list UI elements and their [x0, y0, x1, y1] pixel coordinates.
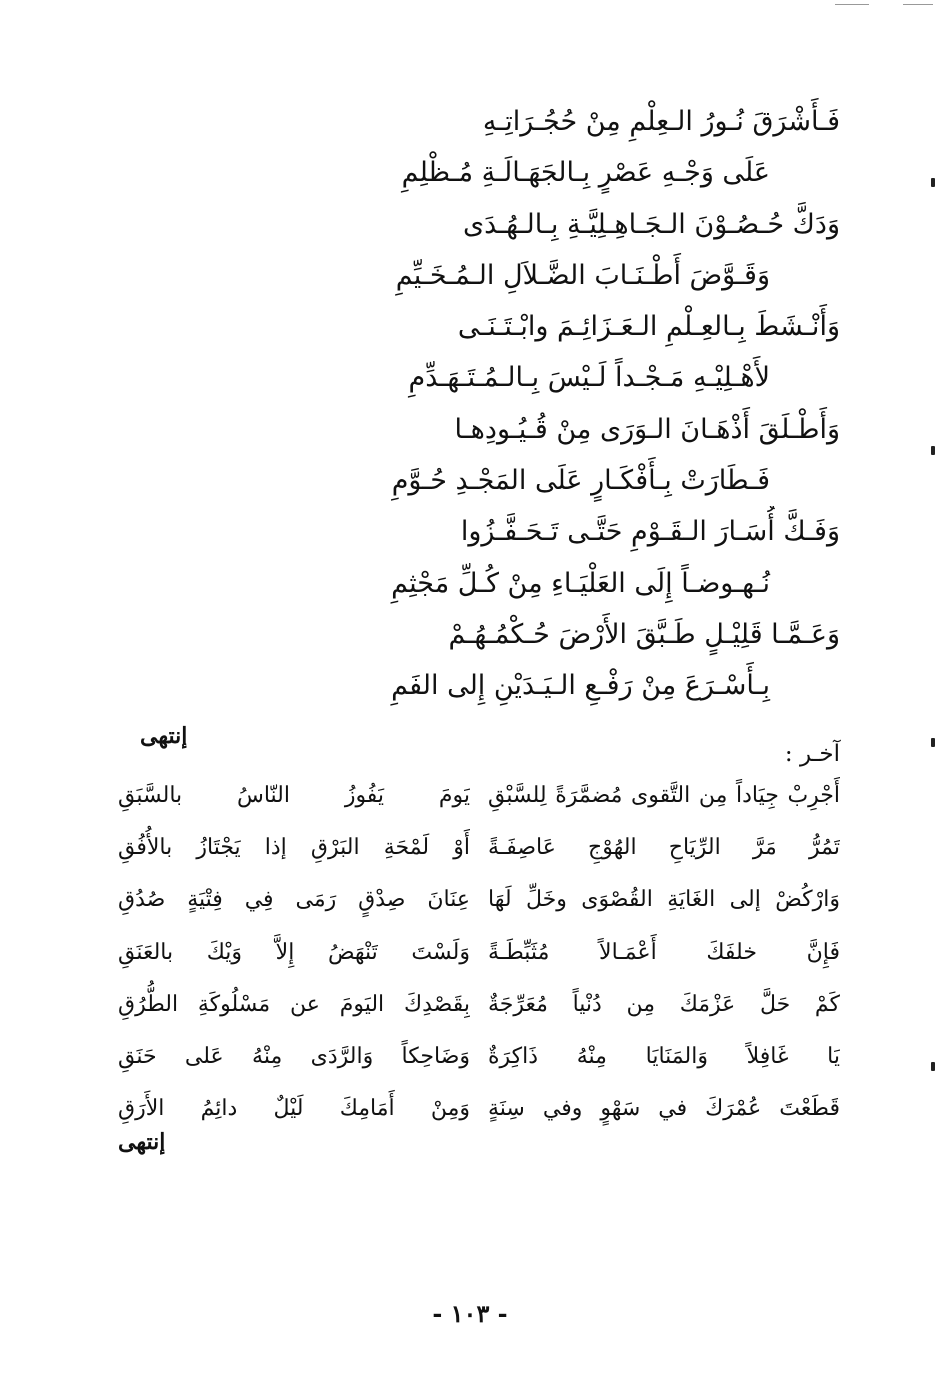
poem-line: وَأَنْـشَطَ بِـالعِـلْمِ الـعَـزَائِـمَ وابْـتَـنَـى	[457, 311, 840, 343]
poem-line: وَأَطْـلَقَ أَذْهَـانَ الـوَرَى مِنْ قُـيُـودِهـا	[454, 413, 840, 445]
verse-second-hemistich: وَلَسْتَ تَنْهَضُ إِلاَّ وَيْكَ بالعَنَقِ	[118, 939, 470, 965]
poem-line: عَلَى وَجْـهِ عَصْرٍ بِـالجَهَـالَـةِ مُـظْلِمِ	[401, 157, 770, 189]
end-marker-text: إنتهى	[118, 1129, 166, 1155]
verse-first-hemistich: فَإِنَّ خلفَكَ أَعْمَـالاً مُثَبِّطَـةً	[488, 939, 840, 965]
verse-first-hemistich: أَجْرِبْ جِيَاداً مِن التَّقوى مُضمَّرَةً لِلسَّبْقِ	[488, 783, 840, 808]
verse-first-hemistich: وَارْكُضْ إلى الغَايَةِ القُصْوَى وخَلِّ لَهَا	[488, 887, 840, 913]
poem-line: وَقَـوَّضَ أَطْـنَـابَ الضَّـلاَلِ الـمُـخَـيِّمِ	[395, 259, 770, 291]
poem-line: بِـأَسْـرَعَ مِنْ رَفْـعِ الـيَـدَيْنِ إِلى الفَمِ	[391, 670, 770, 702]
margin-dot	[931, 1062, 935, 1071]
poem-line: فَـطَارَتْ بِـأَفْكَـارٍ عَلَى المَجْـدِ حُـوَّمِ	[391, 465, 770, 497]
verse-second-hemistich: وَضَاحِكاً وَالرَّدَى مِنْهُ عَلى حَنَقِ	[118, 1043, 470, 1069]
poem-line: وَعَـمَّـا قَلِيْـلٍ طَـبَّقَ الأَرْضَ حُـكْمُـهُـمْ	[448, 618, 840, 650]
verses-block	[118, 770, 840, 1135]
verse-second-hemistich: يَومَ يَفُوزُ النّاسُ بالسَّبَقِ	[118, 783, 470, 808]
verse-row	[118, 770, 840, 822]
verse-row	[118, 979, 840, 1031]
poem-line: فَـأَشْرَقَ نُـورُ الـعِلْمِ مِنْ حُجُـرَاتِـهِ	[482, 106, 840, 137]
verse-second-hemistich: بِقَصْدِكَ اليَومَ عن مَسْلُوكَةِ الطُّرُقِ	[118, 991, 470, 1017]
scan-edge-mark	[835, 4, 869, 5]
margin-dot	[931, 178, 935, 187]
verse-row	[118, 1031, 840, 1083]
verse-first-hemistich: كَمْ حَلَّ عَزْمَكَ مِن دُنْياً مُعَرِّجَةٌ	[488, 991, 840, 1017]
verses-end-marker	[118, 1124, 840, 1160]
verse-row	[118, 874, 840, 926]
verse-row	[118, 822, 840, 874]
poem-block	[140, 96, 840, 712]
verse-second-hemistich: أَوْ لَمْحَةِ البَرْقِ إذا يَجْتَازُ بالأُفُقِ	[118, 835, 470, 861]
verse-first-hemistich: تَمُرُّ مَرَّ الرِّيَاحِ الهُوْجِ عَاصِفَـةً	[488, 835, 840, 861]
poem-line: وَدَكَّ حُـصُـوْنَ الـجَـاهِـلِيَّـةِ بِـالـهُـدَى	[462, 208, 840, 240]
verse-first-hemistich: قَطَعْتَ عُمْرَكَ في سَهْوٍ وفي سِنَةٍ	[488, 1096, 840, 1122]
poem-line: وَفَـكَّ أُسَـارَ الـقَـوْمِ حَتَّـى تَـحَـفَّـزُوا	[460, 516, 840, 548]
verse-second-hemistich: وَمِنْ أَمَامِكَ لَيْلٌ دائِمُ الأَرَقِ	[118, 1096, 470, 1122]
poem-line: لأَهْـلِيْـهِ مَـجْـداً لَـيْسَ بِـالـمُـتَـهَـدِّمِ	[408, 362, 770, 394]
section-label-other: آخـر :	[784, 741, 840, 767]
verse-row	[118, 927, 840, 979]
scan-edge-mark	[903, 4, 933, 5]
margin-dot	[931, 446, 935, 455]
verse-first-hemistich: يَا غَافِلاً وَالمَنَايَا مِنْهُ ذَاكِرَةٌ	[488, 1043, 840, 1069]
end-marker-text: إنتهى	[140, 723, 188, 749]
verse-second-hemistich: عِنَانَ صِدْقٍ رَمَى فِي فِتْيَةٍ صُدُقِ	[118, 887, 470, 913]
poem-line: نُـهـوضـاً إِلَى العَلْيَـاءِ مِنْ كُـلِّ مَجْثِمِ	[391, 567, 770, 599]
page-number: - ١٠٣ -	[432, 1299, 508, 1328]
margin-dot	[931, 738, 935, 747]
